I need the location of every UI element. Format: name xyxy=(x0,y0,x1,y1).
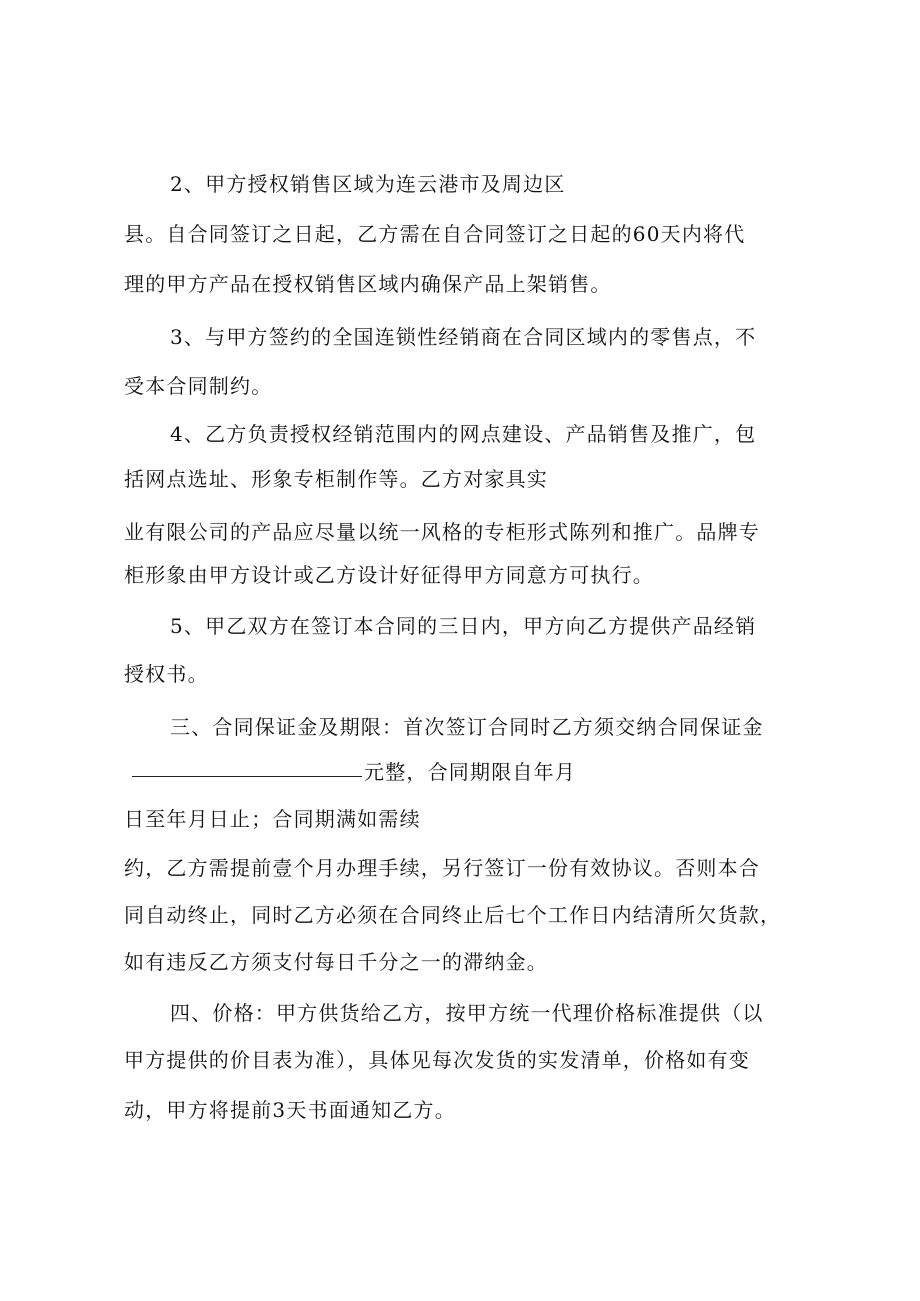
deposit-amount-blank xyxy=(132,775,362,777)
paragraph-2-line-3: 理的甲方产品在授权销售区域内确保产品上架销售。 xyxy=(124,272,612,296)
paragraph-2-line-1: 2、甲方授权销售区域为连云港市及周边区 xyxy=(170,172,566,196)
paragraph-4-line-4: 柜形象由甲方设计或乙方设计好征得甲方同意方可执行。 xyxy=(124,563,654,587)
paragraph-2-line-2: 县。自合同签订之日起，乙方需在自合同签订之日起的60天内将代 xyxy=(124,222,746,246)
section-3-line-3: 日至年月日止；合同期满如需续 xyxy=(124,807,421,831)
paragraph-4-line-2: 括网点选址、形象专柜制作等。乙方对家具实 xyxy=(124,467,548,491)
paragraph-4-line-3: 业有限公司的产品应尽量以统一风格的专柜形式陈列和推广。品牌专 xyxy=(124,520,760,544)
section-3-line-6: 如有违反乙方须支付每日千分之一的滞纳金。 xyxy=(124,950,548,974)
section-4-line-1: 四、价格：甲方供货给乙方，按甲方统一代理价格标准提供（以 xyxy=(170,1001,764,1025)
section-3-line-2-text: 元整，合同期限自年月 xyxy=(364,760,576,784)
paragraph-4-line-1: 4、乙方负责授权经销范围内的网点建设、产品销售及推广，包 xyxy=(170,422,757,446)
section-4-line-3: 动，甲方将提前3天书面通知乙方。 xyxy=(124,1098,456,1122)
paragraph-3-line-1: 3、与甲方签约的全国连锁性经销商在合同区域内的零售点，不 xyxy=(170,325,757,349)
section-3-line-5: 同自动终止，同时乙方必须在合同终止后七个工作日内结清所欠货款， xyxy=(124,903,782,927)
section-3-line-1: 三、合同保证金及期限：首次签订合同时乙方须交纳合同保证金 xyxy=(170,715,764,739)
paragraph-3-line-2: 受本合同制约。 xyxy=(124,374,273,398)
paragraph-5-line-1: 5、甲乙双方在签订本合同的三日内，甲方向乙方提供产品经销 xyxy=(170,614,757,638)
section-3-line-4: 约，乙方需提前壹个月办理手续，另行签订一份有效协议。否则本合 xyxy=(124,856,760,880)
section-4-line-2: 甲方提供的价目表为准），具体见每次发货的实发清单，价格如有变 xyxy=(124,1048,750,1072)
paragraph-5-line-2: 授权书。 xyxy=(124,662,209,686)
section-3-line-2 xyxy=(132,752,824,792)
